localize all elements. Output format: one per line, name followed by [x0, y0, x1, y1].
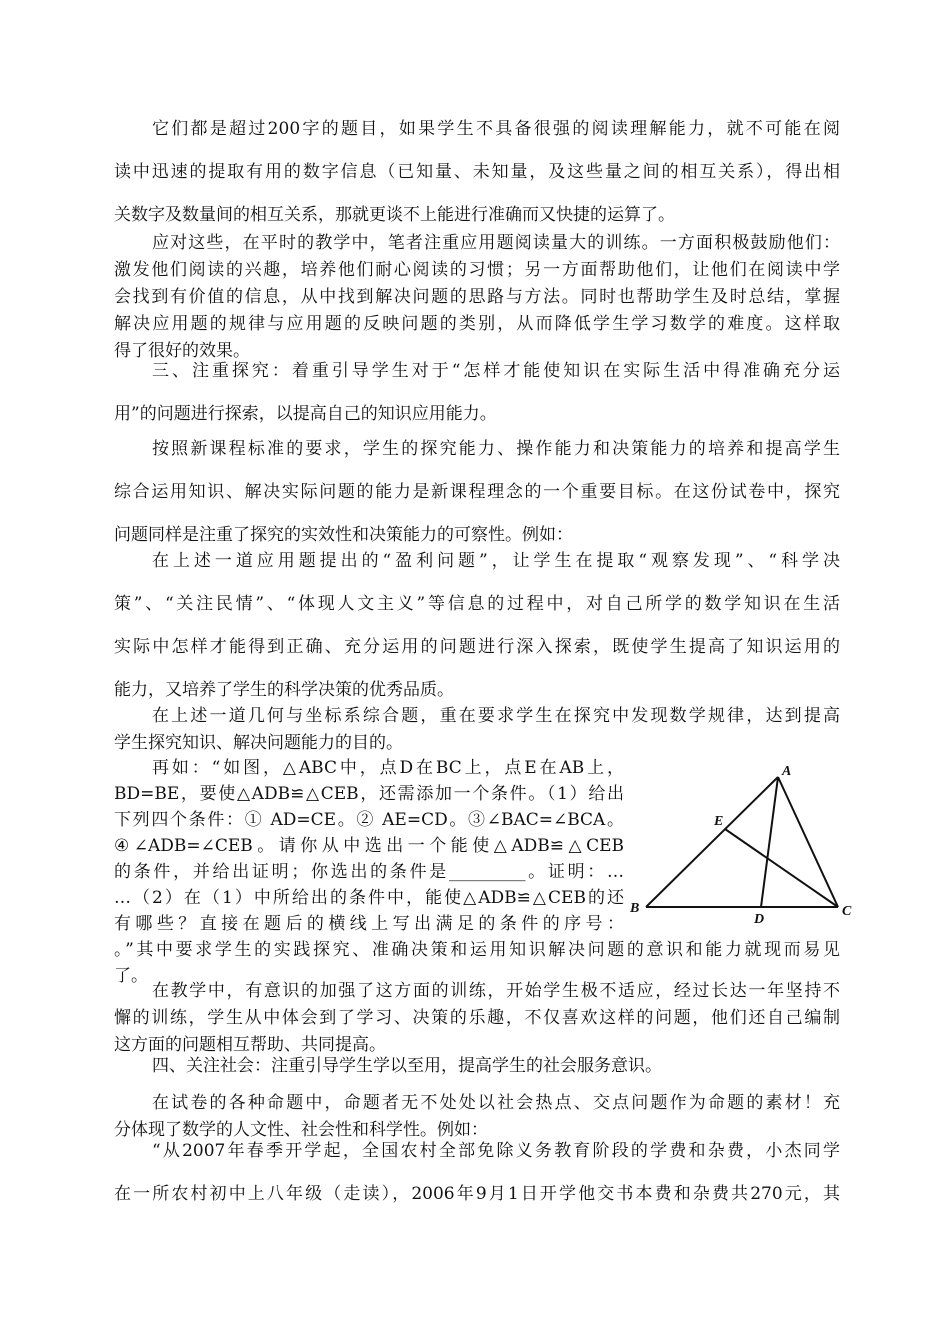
text-line: 关数字及数量间的相互关系，那就更谈不上能进行准确而又快捷的运算了。: [114, 205, 675, 225]
text-line: 会找到有价值的信息，从中找到解决问题的思路与方法。同时也帮助学生及时总结，掌握: [114, 287, 840, 307]
side-ab: [646, 777, 778, 907]
paragraph-geometry: [114, 703, 840, 757]
paragraph-training-effect: [114, 978, 840, 1059]
paragraph-reading-ability: [114, 108, 840, 237]
text-line: 它们都是超过200字的题目，如果学生不具备很强的阅读理解能力，就不可能在阅: [152, 119, 840, 139]
text-line: 在上述一道几何与坐标系综合题，重在要求学生在探究中发现数学规律，达到提高: [152, 706, 840, 726]
text-line: 有哪些？直接在题后的横线上写出满足的条件的序号：: [114, 914, 624, 934]
label-a: A: [782, 764, 792, 779]
text-line: 。”其中要求学生的实践探究、准确决策和运用知识解决问题的意识和能力就现而易见: [114, 940, 840, 960]
text-line: 在一所农村初中上八年级（走读），2006年9月1日开学他交书本费和杂费共270元，其: [114, 1184, 840, 1204]
text-line: …（2）在（1）中所给出的条件中，能使△ADB≌△CEB的还: [114, 888, 624, 908]
text-line: 实际中怎样才能得到正确、充分运用的问题进行深入探索，既使学生提高了知识运用的: [114, 637, 840, 657]
triangle-diagram: [620, 757, 870, 925]
text-line: 懈的训练，学生从中体会到了学习、决策的乐趣，不仅喜欢这样的问题，他们还自己编制: [114, 1008, 840, 1028]
text-line: 读中迅速的提取有用的数字信息（已知量、未知量，及这些量之间的相互关系），得出相: [114, 162, 840, 182]
text-line: 应对这些，在平时的教学中，笔者注重应用题阅读量大的训练。一方面积极鼓励他们：: [152, 233, 840, 253]
text-line: ④∠ADB=∠CEB。请你从中选出一个能使△ADB≌△CEB: [114, 836, 624, 856]
text-line: 这方面的问题相互帮助、共同提高。: [114, 1035, 386, 1055]
text-line: “从2007年春季开学起，全国农村全部免除义务教育阶段的学费和杂费，小杰同学: [152, 1141, 840, 1161]
section-heading-explore: [114, 350, 840, 436]
label-b: B: [630, 901, 640, 916]
paragraph-reading-training: [114, 230, 840, 365]
triangle-figure: [620, 757, 870, 925]
text-line: 再如：“如图，△ABC中，点D在BC上，点E在AB上，: [152, 758, 624, 778]
text-line: 激发他们阅读的兴趣，培养他们耐心阅读的习惯；另一方面帮助他们，让他们在阅读中学: [114, 260, 840, 280]
paragraph-curriculum: [114, 428, 840, 557]
text-line: 综合运用知识、解决实际问题的能力是新课程理念的一个重要目标。在这份试卷中，探究: [114, 482, 840, 502]
text-line: 用”的问题进行探索，以提高自己的知识应用能力。: [114, 404, 497, 424]
section-heading-society: [114, 1053, 840, 1080]
text-line: 下列四个条件：① AD=CE。② AE=CD。③∠BAC=∠BCA。: [114, 810, 624, 830]
text-line: 问题同样是注重了探究的实效性和决策能力的可察性。例如：: [114, 525, 573, 545]
text-line: 在试卷的各种命题中，命题者无不处处以社会热点、交点问题作为命题的素材！充: [152, 1093, 840, 1113]
text-line: 了。: [114, 966, 148, 986]
text-line: 策”、“关注民情”、“体现人文主义”等信息的过程中，对自己所学的数学知识在生活: [114, 594, 840, 614]
paragraph-profit-problem: [114, 540, 840, 712]
text-line: 学生探究知识、解决问题能力的目的。: [114, 733, 403, 753]
text-line: 解决应用题的规律与应用题的反映问题的类别，从而降低学生学习数学的难度。这样取: [114, 314, 840, 334]
text-line: 能力，又培养了学生的科学决策的优秀品质。: [114, 680, 454, 700]
paragraph-fee-problem: [114, 1130, 840, 1216]
segment-ad: [761, 777, 778, 907]
text-line: 三、注重探究：着重引导学生对于“怎样才能使知识在实际生活中得准确充分运: [152, 361, 840, 381]
text-line: 得了很好的效果。: [114, 341, 250, 361]
text-line: 四、关注社会：注重引导学生学以至用，提高学生的社会服务意识。: [152, 1056, 662, 1076]
text-line: BD=BE，要使△ADB≌△CEB，还需添加一个条件。（1）给出: [114, 784, 624, 804]
text-line: 按照新课程标准的要求，学生的探究能力、操作能力和决策能力的培养和提高学生: [152, 439, 840, 459]
text-line: 分体现了数学的人文性、社会性和科学性。例如：: [114, 1120, 488, 1140]
label-e: E: [714, 814, 724, 829]
text-line: 在上述一道应用题提出的“盈利问题”，让学生在提取“观察发现”、“科学决: [152, 551, 840, 571]
text-line: 在教学中，有意识的加强了这方面的训练，开始学生极不适应，经过长达一年坚持不: [152, 981, 840, 1001]
text-line: 的条件，并给出证明；你选出的条件是_________。证明：…: [114, 862, 624, 882]
label-d: D: [754, 912, 765, 925]
label-c: C: [842, 904, 852, 919]
